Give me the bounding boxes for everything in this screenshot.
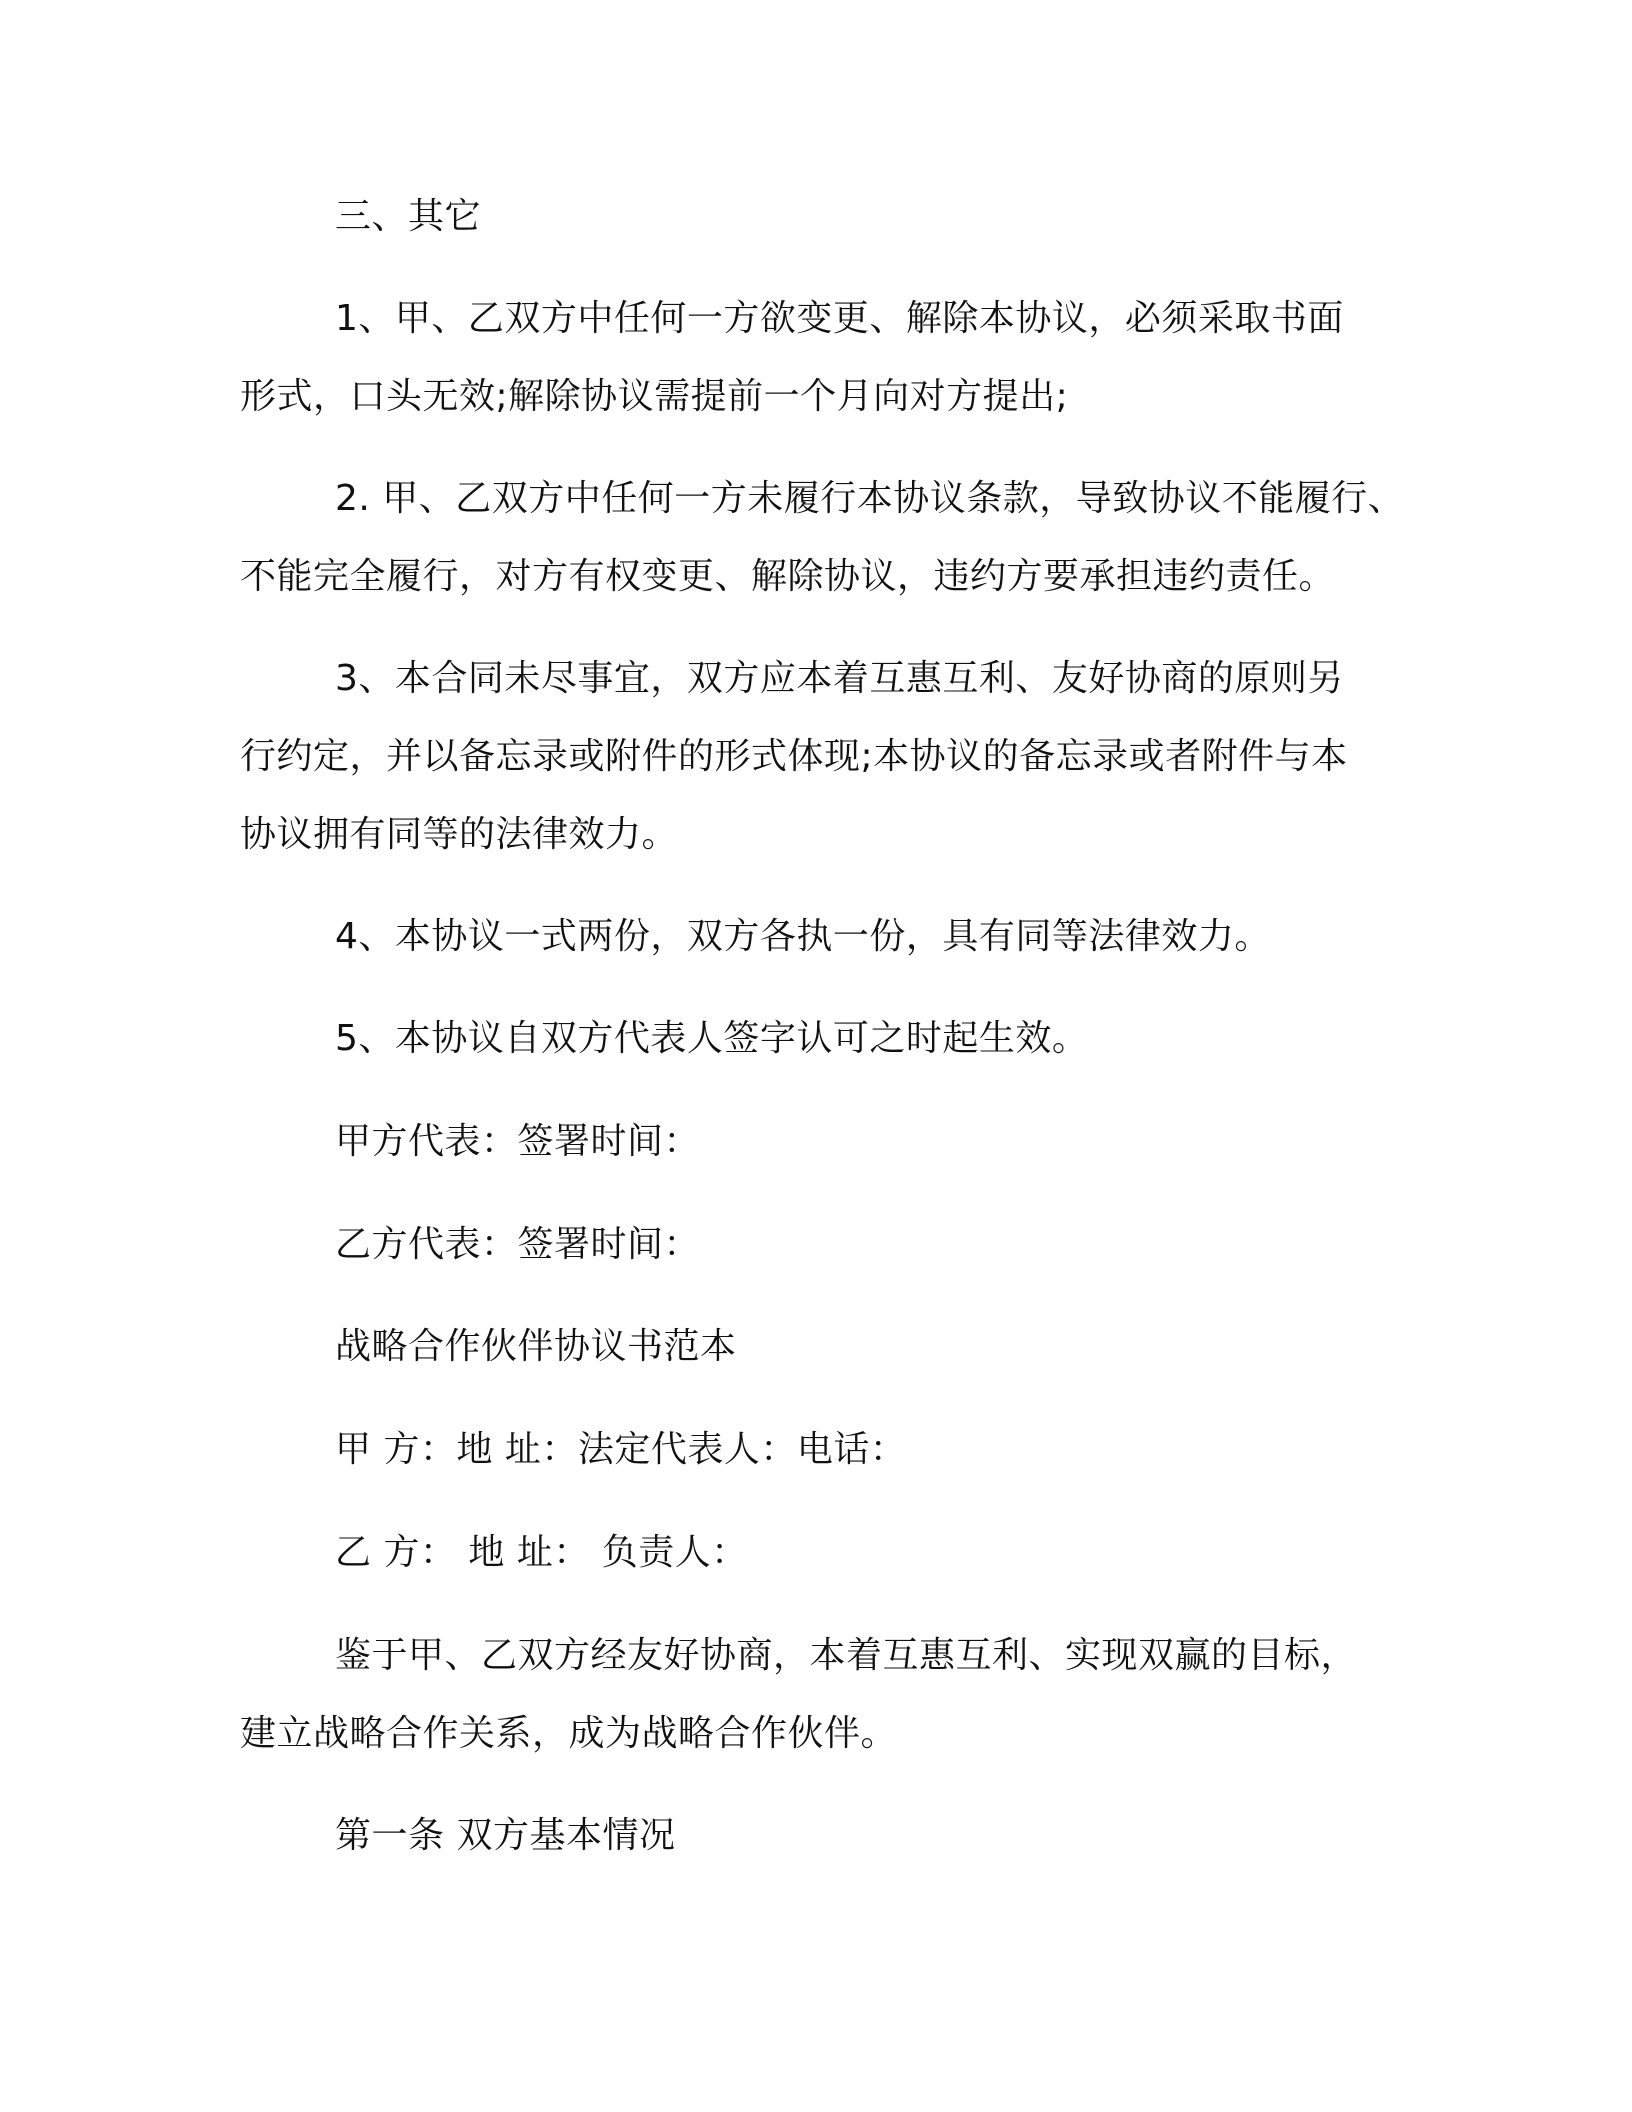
clause-2 xyxy=(240,460,1430,616)
party-a-info xyxy=(240,1411,1430,1489)
party-b-info xyxy=(240,1514,1430,1592)
clause-1 xyxy=(240,280,1430,436)
clause-1-line-1: 1、甲、乙双方中任何一方欲变更、解除本协议，必须采取书面 xyxy=(335,298,1344,339)
party-b-info-text: 乙 方： 地 址： 负责人： xyxy=(335,1532,748,1573)
template-title-text: 战略合作伙伴协议书范本 xyxy=(335,1326,737,1367)
preamble-line-2: 建立战略合作关系，成为战略合作伙伴。 xyxy=(240,1713,898,1754)
section-heading xyxy=(240,178,1430,256)
preamble-line-1: 鉴于甲、乙双方经友好协商，本着互惠互利、实现双赢的目标， xyxy=(335,1635,1358,1676)
clause-4 xyxy=(240,898,1430,976)
clause-5-text: 5、本协议自双方代表人签字认可之时起生效。 xyxy=(335,1018,1089,1059)
clause-1-line-2: 形式，口头无效;解除协议需提前一个月向对方提出; xyxy=(240,376,1069,417)
template-title xyxy=(240,1308,1430,1386)
clause-2-line-1: 2. 甲、乙双方中任何一方未履行本协议条款，导致协议不能履行、 xyxy=(335,478,1405,519)
clause-4-text: 4、本协议一式两份，双方各执一份，具有同等法律效力。 xyxy=(335,916,1271,957)
clause-3 xyxy=(240,640,1430,874)
party-a-signature xyxy=(240,1103,1430,1181)
clause-3-line-1: 3、本合同未尽事宜，双方应本着互惠互利、友好协商的原则另 xyxy=(335,658,1344,699)
party-a-signature-text: 甲方代表：签署时间： xyxy=(335,1121,701,1162)
preamble xyxy=(240,1617,1430,1773)
party-a-info-text: 甲 方：地 址：法定代表人：电话： xyxy=(335,1429,907,1470)
clause-2-line-2: 不能完全履行，对方有权变更、解除协议，违约方要承担违约责任。 xyxy=(240,556,1336,597)
clause-3-line-3: 协议拥有同等的法律效力。 xyxy=(240,814,679,855)
clause-5 xyxy=(240,1000,1430,1078)
article-1-heading-text: 第一条 双方基本情况 xyxy=(335,1815,676,1856)
section-heading-text: 三、其它 xyxy=(335,196,482,237)
party-b-signature xyxy=(240,1206,1430,1284)
clause-3-line-2: 行约定，并以备忘录或附件的形式体现;本协议的备忘录或者附件与本 xyxy=(240,736,1348,777)
article-1-heading xyxy=(240,1797,1430,1875)
party-b-signature-text: 乙方代表：签署时间： xyxy=(335,1224,701,1265)
